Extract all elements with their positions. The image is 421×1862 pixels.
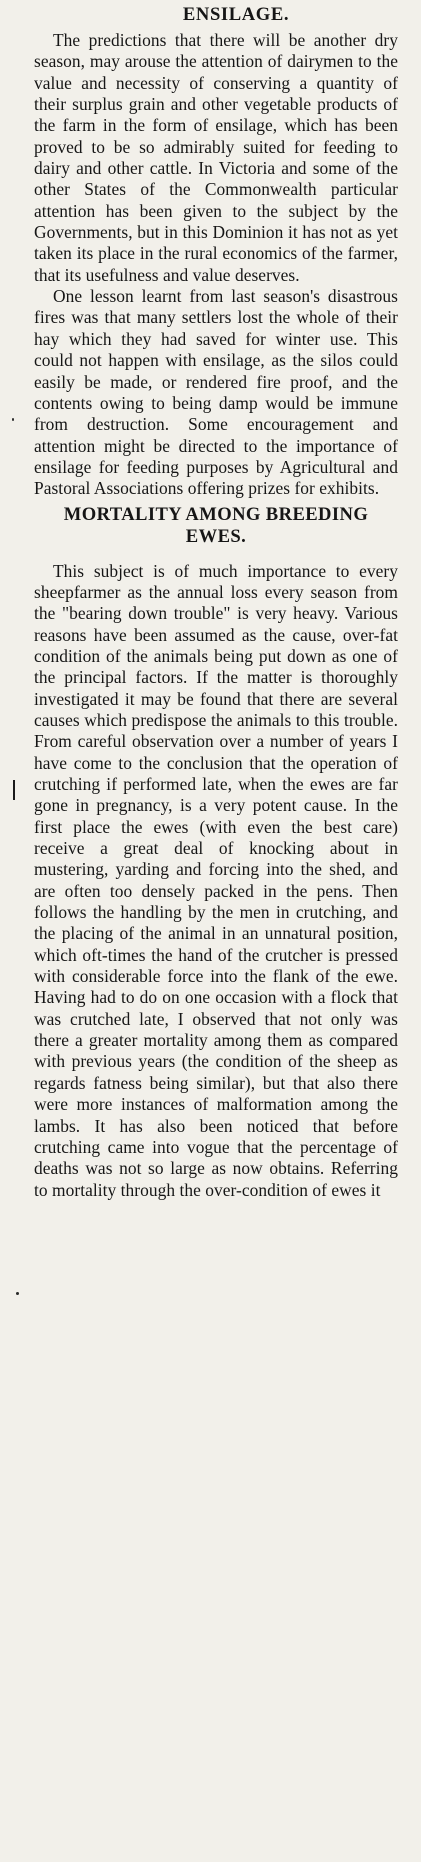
print-speck (12, 418, 14, 421)
margin-mark (13, 780, 15, 800)
article-paragraph-1: The predictions that there will be another dry season, may arouse the attention of dairymen to the value and necessity of conserving a quantity of their surplus grain and other vegetable products of the farm in the form of ensilage, which has been proved to be so admirably suited for feeding to dairy and other cattle. In Victoria and some of the other States of the Commonwealth particular attention has been given to the subject by the Governments, but in this Dominion it has not as yet taken its place in the rural economics of the farmer, that its usefulness and value deserves. (34, 30, 398, 285)
section-heading: MORTALITY AMONG BREEDING EWES. (63, 503, 369, 547)
article-paragraph-2: One lesson learnt from last season's disastrous fires was that many settlers lost the whole of their hay which they had saved for winter use. This could not happen with ensilage, as the silos could easily be made, or rendered fire proof, and the contents owing to being damp would be immune from destruction. Some encouragement and attention might be directed to the importance of ensilage for feeding purposes by Agricultural and Pastoral Associations offering prizes for exhibits. (34, 286, 398, 499)
article-column (34, 4, 398, 1201)
print-speck (16, 1292, 19, 1295)
section-paragraph-1: This subject is of much importance to every sheepfarmer as the annual loss every season from the "bearing down trouble" is very heavy. Various reasons have been assumed as the cause, over-fat condition of the animals being put down as one of the principal factors. If the matter is thoroughly investigated it may be found that there are several causes which predispose the animals to this trouble. From careful observation over a number of years I have come to the conclusion that the operation of crutching if performed late, when the ewes are far gone in pregnancy, is a very potent cause. In the first place the ewes (with even the best care) receive a great deal of knocking about in mustering, yarding and forcing into the shed, and are often too densely packed in the pens. Then follows the handling by the men in crutching, and the placing of the animal in an unnatural position, which oft-times the hand of the crutcher is pressed with considerable force into the flank of the ewe. Having had to do on one occasion with a flock that was crutched late, I observed that not only was there a greater mortality among them as compared with previous years (the condition of the sheep as regards fatness being similar), but that also there were more instances of malformation among the lambs. It has also been noticed that before crutching came into vogue that the percentage of deaths was not so large as now obtains. Referring to mortality through the over-condition of ewes it (34, 560, 398, 1200)
article-heading: ENSILAGE. (182, 4, 290, 25)
